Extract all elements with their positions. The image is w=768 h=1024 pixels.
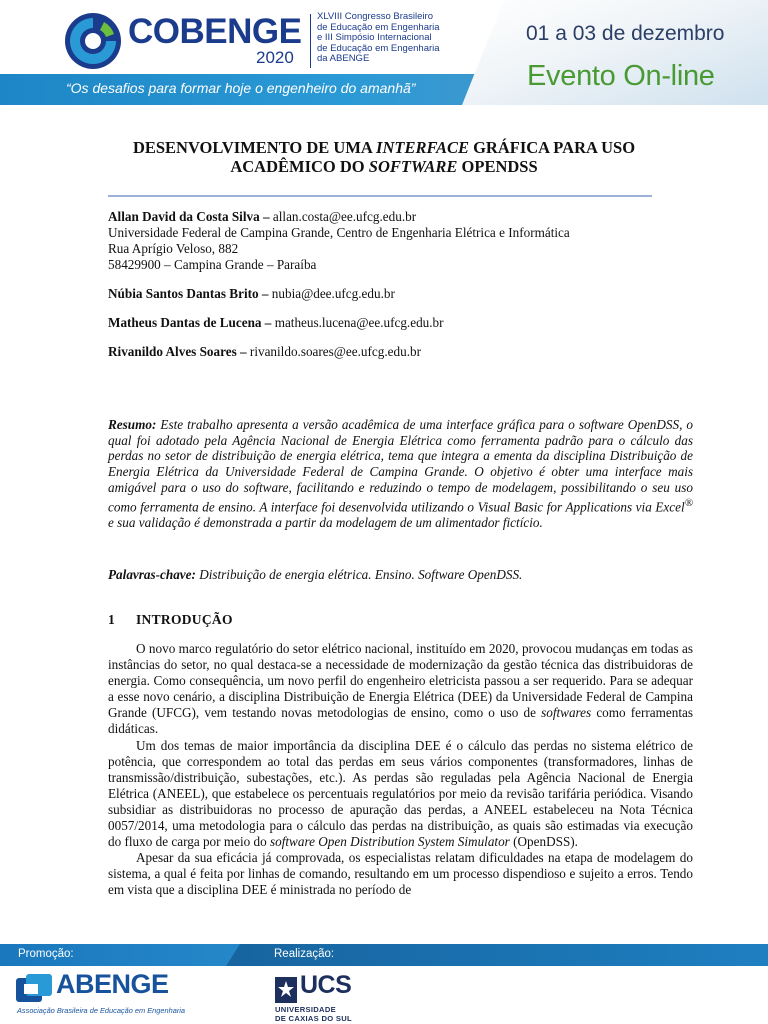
author-email: rivanildo.soares@ee.ufcg.edu.br: [249, 344, 421, 359]
cobenge-description-line: de Educação em Engenharia: [317, 21, 440, 33]
section-title: INTRODUÇÃO: [136, 612, 233, 627]
ucs-star-logo-icon: [275, 977, 297, 1003]
title-divider: [108, 195, 652, 197]
author-email: matheus.lucena@ee.ufcg.edu.br: [274, 315, 444, 330]
promotion-label: Promoção:: [18, 948, 74, 960]
title-text: GRÁFICA PARA USO: [468, 138, 636, 157]
title-text: OPENDSS: [457, 157, 538, 176]
author-entry: [108, 344, 668, 360]
author-name: Allan David da Costa Silva: [108, 209, 260, 224]
abstract-text: Este trabalho apresenta a versão acadêmica de uma interface gráfica para o software OpenDSS, o qual foi adotado pela Agência Nacional de Energia Elétrica como ferramenta padrão para o cálculo das perdas no setor de distribuição de energia elétrica, tema que integra a ementa da disciplina Distribuição de Energia Elétrica da Universidade Federal de Campina Grande. O objetivo é obter uma interface mais amigável para o uso do software, facilitando e reduzindo o tempo de modelagem, possibilitando o seu uso como ferramenta de ensino. A interface foi desenvolvida utilizando o Visual Basic for Applications via Excel: [108, 417, 693, 514]
keywords: [108, 567, 693, 583]
cobenge-description: [317, 12, 440, 65]
author-separator: –: [236, 344, 250, 359]
paragraph-text: Um dos temas de maior importância da disciplina DEE é o cálculo das perdas no sistema elétrico de potência, que correspondem ao total das perdas em seus vários componentes (transformadores, linhas de transmissão/distribuição, subestações, etc.). As perdas são reguladas pela Agência Nacional de Energia Elétrica (ANEEL), que estabelece os percentuais regulatórios por meio da revisão tarifária periódica. Visando subsidiar as distribuidoras no processo de apuração das perdas, a ANEEL estabeleceu na Nota Técnica 0057/2014, uma metodologia para o cálculo das perdas na distribuição, as quais são estimadas via execução do fluxo de carga por meio do: [108, 737, 693, 850]
author-name: Matheus Dantas de Lucena: [108, 315, 262, 330]
author-entry: [108, 286, 668, 302]
cobenge-divider: [310, 14, 311, 68]
registered-mark: ®: [684, 496, 693, 509]
event-format: Evento On-line: [527, 60, 715, 92]
title-text: ACADÊMICO DO: [230, 157, 369, 176]
ucs-subtitle: UNIVERSIDADE: [275, 1005, 336, 1014]
author-email: allan.costa@ee.ufcg.edu.br: [272, 209, 417, 224]
body-text: [108, 641, 693, 899]
keywords-text: Distribuição de energia elétrica. Ensino. Software OpenDSS.: [195, 567, 523, 582]
cobenge-year: 2020: [256, 48, 294, 67]
author-name: Núbia Santos Dantas Brito: [108, 286, 259, 301]
cobenge-description-line: XLVIII Congresso Brasileiro: [317, 11, 433, 22]
section-heading: [108, 612, 233, 628]
author-separator: –: [259, 209, 273, 224]
title-italic-term: INTERFACE: [376, 138, 469, 157]
cobenge-description-line: da ABENGE: [317, 53, 370, 64]
abenge-logo-icon: [16, 974, 52, 1004]
author-name: Rivanildo Alves Soares: [108, 344, 237, 359]
title-italic-term: SOFTWARE: [368, 157, 458, 176]
paragraph-text: O novo marco regulatório do setor elétrico nacional, instituído em 2020, provocou mudanças em todas as instâncias do setor, no qual destaca-se a necessidade de modernização da gestão técnica das distribuidoras de energia. Como consequência, um novo perfil do engenheiro eletricista passou a ser requerido. Para se adequar a esse novo cenário, a disciplina Distribuição de Energia Elétrica (DEE) da Universidade Federal de Campina Grande (UFCG), vem testando novas metodologias de ensino, como o uso de: [108, 641, 693, 721]
ucs-wordmark: UCS: [300, 971, 352, 999]
section-number: 1: [108, 612, 116, 627]
paragraph-italic-term: softwares: [541, 705, 592, 721]
abenge-tagline: Associação Brasileira de Educação em Engenharia: [17, 1006, 186, 1015]
paragraph-text: (OpenDSS).: [509, 834, 578, 850]
realization-label: Realização:: [274, 948, 335, 960]
event-slogan: “Os desafios para formar hoje o engenheiro do amanhã”: [66, 80, 416, 96]
author-entry: [108, 209, 668, 225]
author-separator: –: [258, 286, 272, 301]
event-date: 01 a 03 de dezembro: [526, 22, 725, 45]
author-entry: [108, 315, 668, 331]
abstract-label: Resumo:: [108, 417, 157, 432]
paragraph: Apesar da sua eficácia já comprovada, os especialistas relatam dificuldades na etapa de modelagem do sistema, a qual é feita por linhas de comando, resultando em um processo dispendioso e sujeito a erros. Tendo em vista que a disciplina DEE é ministrada no período de: [108, 850, 693, 898]
author-affiliation: Universidade Federal de Campina Grande, Centro de Engenharia Elétrica e Informática: [108, 225, 570, 240]
author-list: [108, 209, 668, 360]
paragraph: [108, 738, 693, 851]
paragraph-italic-term: software Open Distribution System Simulator: [270, 834, 510, 850]
ucs-subtitle: DE CAXIAS DO SUL: [275, 1014, 352, 1023]
cobenge-wordmark: COBENGE: [128, 12, 302, 51]
title-text: DESENVOLVIMENTO DE UMA: [132, 138, 377, 157]
paragraph: [108, 641, 693, 738]
paper-title: [108, 138, 660, 176]
paragraph-text: como ferramentas didáticas.: [108, 705, 693, 737]
author-city: 58429900 – Campina Grande – Paraíba: [108, 257, 317, 272]
cobenge-description-line: e III Simpósio Internacional: [317, 32, 432, 43]
event-footer: [0, 944, 768, 1024]
abstract: [108, 417, 693, 530]
author-address: Rua Aprígio Veloso, 882: [108, 241, 239, 256]
abstract-text-end: e sua validação é demonstrada a partir da modelagem de um alimentador fictício.: [108, 514, 543, 530]
cobenge-description-line: de Educação em Engenharia: [317, 42, 440, 54]
abenge-wordmark: ABENGE: [56, 969, 169, 999]
event-banner: [0, 0, 768, 105]
author-email: nubia@dee.ufcg.edu.br: [271, 286, 395, 301]
cobenge-logo-icon: [62, 10, 124, 72]
author-separator: –: [261, 315, 275, 330]
keywords-label: Palavras-chave:: [108, 567, 196, 582]
